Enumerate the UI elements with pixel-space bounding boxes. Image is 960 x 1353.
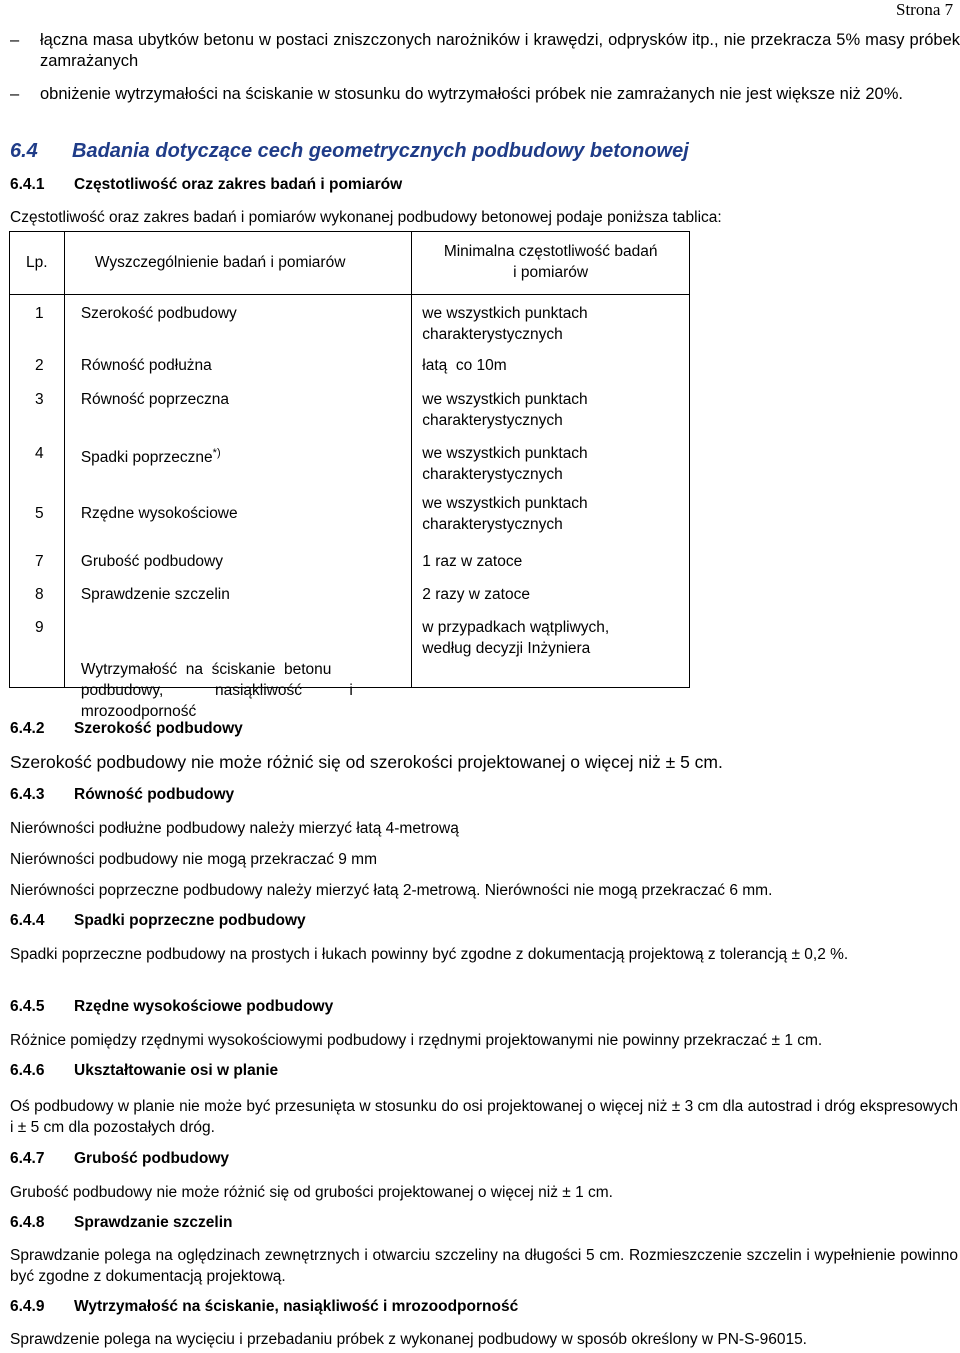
paragraph: Oś podbudowy w planie nie może być przesunięta w stosunku do osi projektowanej o więcej niż ± 3 cm dla autostrad i dróg ekspresowych i ± 5 cm dla pozostałych dróg.: [10, 1098, 958, 1136]
subsection-title: Ukształtowanie osi w planie: [74, 1062, 279, 1079]
subsection-title: Spadki poprzeczne podbudowy: [74, 912, 306, 929]
subsection-title: Sprawdzanie szczelin: [74, 1214, 233, 1231]
subsection-heading: [10, 786, 234, 804]
lp-2: 2: [35, 357, 44, 374]
paragraph: Szerokość podbudowy nie może różnić się od szerokości projektowanej o więcej niż ± 5 cm.: [10, 752, 723, 772]
header-freq: [412, 232, 690, 295]
freq-9: w przypadkach wątpliwych, według decyzji Inżyniera: [422, 619, 610, 657]
subsection-number: 6.4.3: [10, 786, 45, 803]
dash-marker: –: [10, 85, 20, 103]
subsection-number: 6.4.5: [10, 998, 45, 1015]
header-lp-text: Lp.: [26, 254, 48, 271]
body-freq-col: [412, 295, 690, 688]
paragraph: Różnice pomiędzy rzędnymi wysokościowymi podbudowy i rzędnymi projektowanymi nie powinny przekraczać ± 1 cm.: [10, 1032, 823, 1049]
paragraph: Spadki poprzeczne podbudowy na prostych i łukach powinny być zgodne z dokumentacją projektową z tolerancją ± 0,2 %.: [10, 946, 849, 963]
header-freq-line1: Minimalna częstotliwość badań: [443, 243, 658, 260]
page-number: Strona 7: [896, 0, 954, 19]
header-desc-text: Wyszczególnienie badań i pomiarów: [94, 254, 346, 271]
desc-4: Spadki poprzeczne*): [80, 447, 221, 467]
lp-7: 7: [35, 553, 44, 570]
table-header-row: [10, 232, 690, 295]
paragraph: Nierówności podbudowy nie mogą przekraczać 9 mm: [10, 851, 377, 868]
desc-1: Szerokość podbudowy: [80, 305, 237, 322]
subsection-title: Rzędne wysokościowe podbudowy: [74, 998, 334, 1015]
table-body-row: [10, 295, 690, 688]
lp-3: 3: [35, 391, 44, 408]
desc-5: Rzędne wysokościowe: [80, 505, 238, 522]
subsection-heading: [10, 176, 402, 194]
subsection-number: 6.4.8: [10, 1214, 45, 1231]
lp-1: 1: [35, 305, 44, 322]
subsection-heading: [10, 1298, 518, 1316]
subsection-number: 6.4.4: [10, 912, 45, 929]
freq-4: we wszystkich punktach charakterystycznych: [422, 445, 588, 483]
body-desc-col: [64, 295, 411, 720]
desc-3: Równość poprzeczna: [80, 391, 230, 408]
subsection-title: Szerokość podbudowy: [74, 720, 243, 737]
body-lp-col: [10, 295, 65, 688]
paragraph: Grubość podbudowy nie może różnić się od grubości projektowanej o więcej niż ± 1 cm.: [10, 1184, 613, 1201]
desc-9: Wytrzymałość na ściskanie betonu podbudowy, nasiąkliwość i mrozoodporność: [80, 661, 353, 720]
header-lp: [10, 232, 65, 295]
freq-3: we wszystkich punktach charakterystycznych: [422, 391, 588, 429]
paragraph: Nierówności podłużne podbudowy należy mierzyć łatą 4-metrową: [10, 820, 459, 837]
spec-table: [9, 231, 690, 720]
header-desc: [64, 232, 411, 295]
paragraph: Częstotliwość oraz zakres badań i pomiarów wykonanej podbudowy betonowej podaje poniższa tablica:: [10, 209, 722, 226]
desc-2: Równość podłużna: [80, 357, 212, 374]
bullet-text: obniżenie wytrzymałości na ściskanie w stosunku do wytrzymałości próbek nie zamrażanych nie jest większe niż 20%.: [40, 85, 903, 103]
freq-2: łatą co 10m: [422, 357, 507, 374]
subsection-heading: [10, 998, 333, 1016]
paragraph: Nierówności poprzeczne podbudowy należy mierzyć łatą 2-metrową. Nierówności nie mogą przekraczać 6 mm.: [10, 882, 773, 899]
footnote-mark: *): [212, 447, 221, 459]
lp-8: 8: [35, 586, 44, 603]
subsection-heading: [10, 1150, 229, 1168]
bullet-item: [10, 30, 960, 74]
subsection-heading: [10, 1214, 233, 1232]
paragraph: Sprawdzenie polega na wycięciu i przebadaniu próbek z wykonanej podbudowy w sposób określony w PN-S-96015.: [10, 1331, 807, 1348]
subsection-heading: [10, 912, 306, 930]
subsection-heading: [10, 720, 243, 738]
lp-4: 4: [35, 445, 44, 462]
subsection-title: Wytrzymałość na ściskanie, nasiąkliwość i mrozoodporność: [74, 1298, 519, 1315]
dash-marker: –: [10, 31, 20, 49]
subsection-title: Częstotliwość oraz zakres badań i pomiarów: [74, 176, 403, 193]
desc-7: Grubość podbudowy: [80, 553, 223, 570]
lp-5: 5: [35, 505, 44, 522]
section-number: 6.4: [10, 140, 38, 162]
bullet-item: [10, 84, 960, 128]
freq-1: we wszystkich punktach charakterystycznych: [422, 305, 588, 343]
section-heading: [10, 140, 689, 163]
bullet-text: łączna masa ubytków betonu w postaci zniszczonych narożników i krawędzi, odprysków itp., nie przekracza 5% masy próbek zamrażanych: [40, 31, 960, 70]
section-title: Badania dotyczące cech geometrycznych podbudowy betonowej: [72, 140, 689, 162]
subsection-number: 6.4.6: [10, 1062, 45, 1079]
paragraph: Sprawdzanie polega na oględzinach zewnętrznych i otwarciu szczeliny na długości 5 cm. Rozmieszczenie szczelin i wypełnienie powinno być zgodne z dokumentacją projektową.: [10, 1247, 958, 1285]
subsection-number: 6.4.1: [10, 176, 45, 193]
freq-8: 2 razy w zatoce: [422, 586, 530, 603]
subsection-number: 6.4.2: [10, 720, 45, 737]
freq-5: we wszystkich punktach charakterystycznych: [422, 495, 588, 533]
header-freq-line2: i pomiarów: [513, 264, 589, 281]
lp-9: 9: [35, 619, 44, 636]
desc-8: Sprawdzenie szczelin: [80, 586, 230, 603]
subsection-number: 6.4.7: [10, 1150, 45, 1167]
subsection-title: Grubość podbudowy: [74, 1150, 229, 1167]
subsection-number: 6.4.9: [10, 1298, 45, 1315]
subsection-title: Równość podbudowy: [74, 786, 235, 803]
subsection-heading: [10, 1062, 278, 1080]
freq-7: 1 raz w zatoce: [422, 553, 523, 570]
